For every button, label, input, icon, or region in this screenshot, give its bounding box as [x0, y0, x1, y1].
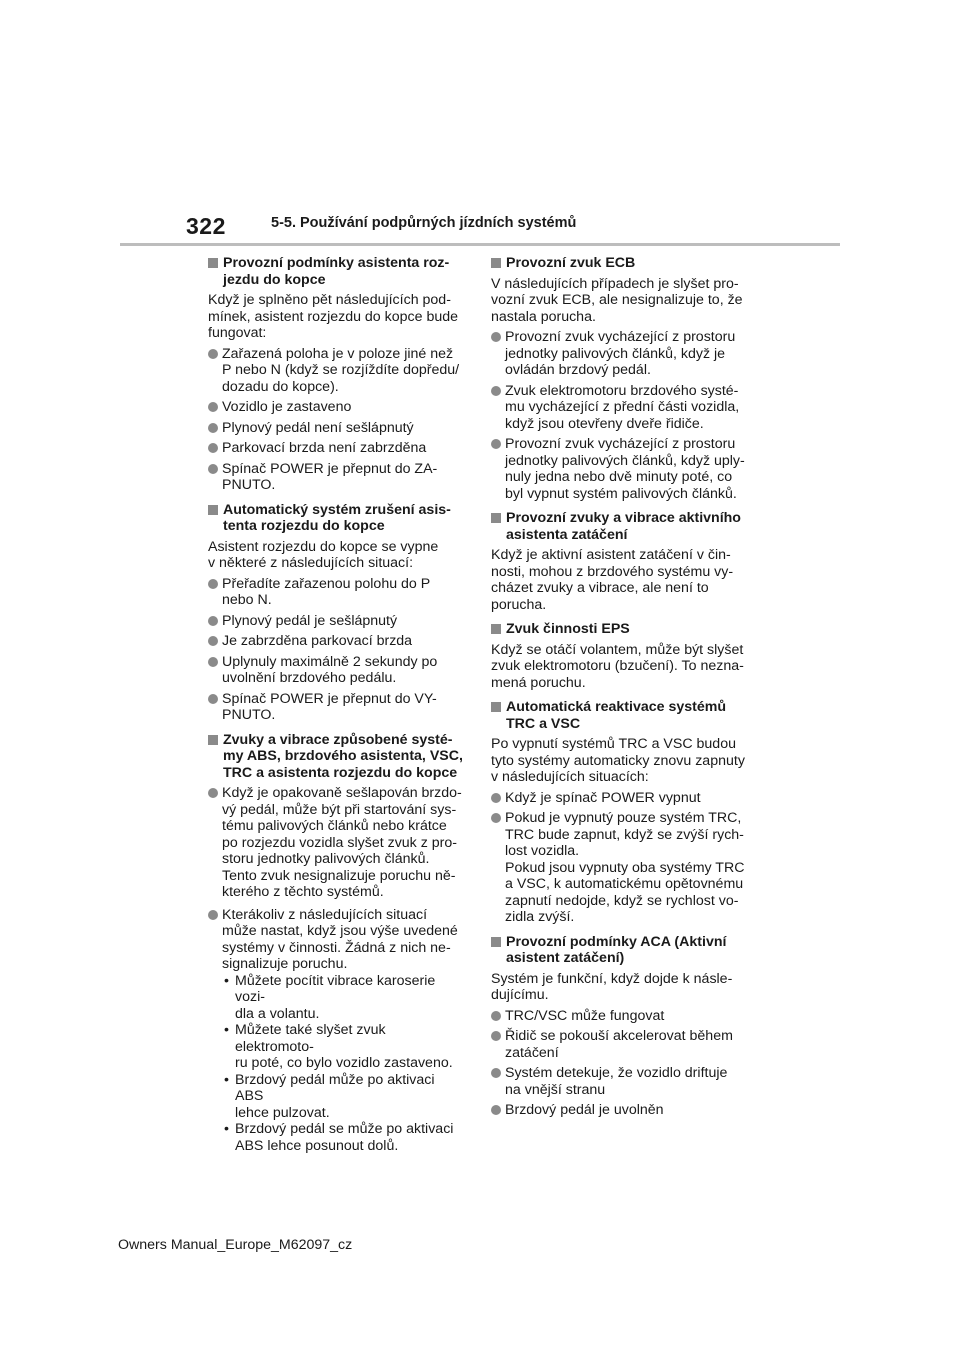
section-ecb-sound	[491, 255, 749, 502]
section-intro: V následujících případech je slyšet pro- vozní zvuk ECB, ale nesignalizuje to, že nastala porucha.	[491, 275, 743, 325]
section-intro: Když je splněno pět následujících pod- mínek, asistent rozjezdu do kopce bude fungovat:	[208, 292, 459, 341]
section-hill-start-cancel	[208, 502, 466, 724]
section-heading: Automatický systém zrušení asis- tenta rozjezdu do kopce	[208, 502, 466, 535]
sub-list-item: • Můžete pocítit vibrace karoserie vozi- dla a volantu.	[224, 972, 436, 1022]
section-intro: Systém je funkční, když dojde k násle- dujícímu.	[491, 970, 733, 1003]
section-heading: Provozní podmínky ACA (Aktivní asistent zatáčení)	[491, 934, 749, 967]
circle-bullet-icon	[491, 1105, 501, 1115]
circle-bullet-icon	[208, 616, 218, 626]
section-heading: Automatická reaktivace systémů TRC a VSC	[491, 699, 749, 732]
list-item: Je zabrzděna parkovací brzda	[208, 633, 466, 650]
section-intro: Asistent rozjezdu do kopce se vypne v některé z následujících situací:	[208, 538, 439, 571]
square-bullet-icon	[491, 258, 501, 268]
square-bullet-icon	[491, 624, 501, 634]
section-aca-sounds	[491, 510, 749, 613]
square-bullet-icon	[208, 258, 218, 268]
square-bullet-icon	[208, 735, 218, 745]
circle-bullet-icon	[491, 439, 501, 449]
circle-bullet-icon	[208, 579, 218, 589]
list-item: Přeřadíte zařazenou polohu do P nebo N.	[208, 576, 466, 609]
circle-bullet-icon	[208, 443, 218, 453]
circle-bullet-icon	[491, 1031, 501, 1041]
list-item: Řidič se pokouší akcelerovat během zatáčení	[491, 1028, 749, 1061]
section-aca-conditions	[491, 934, 749, 1119]
section-hill-start-conditions	[208, 255, 466, 494]
footer-text: Owners Manual_Europe_M62097_cz	[118, 1237, 353, 1253]
list-item: TRC/VSC může fungovat	[491, 1008, 749, 1025]
sub-list-item: • Brzdový pedál může po aktivaci ABS lehce pulzovat.	[224, 1071, 435, 1121]
sub-list-item: • Můžete také slyšet zvuk elektromoto- ru poté, co bylo vozidlo zastaveno.	[224, 1022, 453, 1071]
list-item: Spínač POWER je přepnut do VY- PNUTO.	[208, 691, 466, 724]
circle-bullet-icon	[491, 1068, 501, 1078]
square-bullet-icon	[208, 505, 218, 515]
circle-bullet-icon	[491, 793, 501, 803]
section-intro: Když je aktivní asistent zatáčení v čin- nosti, mohou z brzdového systému vy- cházet zvuky a vibrace, ale není to porucha.	[491, 547, 734, 613]
list-item: Uplynuly maximálně 2 sekundy po uvolnění brzdového pedálu.	[208, 654, 466, 687]
list-item: Systém detekuje, že vozidlo driftuje na vnější stranu	[491, 1065, 749, 1098]
list-item: Zvuk elektromotoru brzdového systé- mu vycházející z přední části vozidla, když jsou otevřeny dveře řidiče.	[491, 383, 749, 433]
list-item: Provozní zvuk vycházející z prostoru jednotky palivových článků, když je ovládán brzdový pedál.	[491, 329, 749, 379]
circle-bullet-icon	[208, 694, 218, 704]
sub-list	[222, 973, 466, 1155]
list-item: Plynový pedál je sešlápnutý	[208, 613, 466, 630]
section-abs-sounds	[208, 732, 466, 1155]
circle-bullet-icon	[208, 349, 218, 359]
list-item: Provozní zvuk vycházející z prostoru jednotky palivových článků, když uply- nuly jedna nebo dvě minuty poté, co byl vypnut systém palivových článků.	[491, 436, 749, 502]
section-heading: Provozní zvuk ECB	[491, 255, 749, 272]
circle-bullet-icon	[491, 813, 501, 823]
list-item: Brzdový pedál je uvolněn	[491, 1102, 749, 1119]
circle-bullet-icon	[491, 1011, 501, 1021]
header-rule	[120, 243, 840, 246]
list-item: Vozidlo je zastaveno	[208, 399, 466, 416]
left-column	[208, 255, 466, 1162]
list-item: Když je opakovaně sešlapován brzdo- vý pedál, může být při startování sys- tému palivových článků nebo krátce po rozjezdu vozidla slyšet zvuk z pro- storu jednotky palivových článků. Tento zvuk nesignalizuje poruchu ně- kterého z těchto systémů.	[208, 785, 466, 901]
list-item: Plynový pedál není sešlápnutý	[208, 420, 466, 437]
section-heading: Zvuk činnosti EPS	[491, 621, 749, 638]
list-item: Pokud je vypnutý pouze systém TRC, TRC bude zapnut, když se zvýší rych- lost vozidla. Pokud jsou vypnuty oba systémy TRC a VSC, k automatickému opětovnému zapnutí nedojde, když se rychlost vo- zidla zvýší.	[491, 810, 749, 926]
square-bullet-icon	[491, 937, 501, 947]
circle-bullet-icon	[491, 332, 501, 342]
sub-list-item: • Brzdový pedál se může po aktivaci ABS lehce posunout dolů.	[224, 1121, 454, 1154]
section-intro: Když se otáčí volantem, může být slyšet zvuk elektromotoru (bzučení). To nezna- mená poruchu.	[491, 641, 744, 691]
section-heading: Provozní podmínky asistenta roz- jezdu do kopce	[208, 255, 466, 288]
section-heading: Provozní zvuky a vibrace aktivního asistenta zatáčení	[491, 510, 749, 543]
list-item: Parkovací brzda není zabrzděna	[208, 440, 466, 457]
square-bullet-icon	[491, 702, 501, 712]
section-trc-vsc-reactivation	[491, 699, 749, 926]
circle-bullet-icon	[208, 788, 218, 798]
circle-bullet-icon	[208, 657, 218, 667]
circle-bullet-icon	[208, 423, 218, 433]
section-title: 5-5. Používání podpůrných jízdních systémů	[271, 215, 577, 231]
section-intro: Po vypnutí systémů TRC a VSC budou tyto systémy automaticky znovu zapnuty v následujících situacích:	[491, 736, 745, 785]
circle-bullet-icon	[208, 464, 218, 474]
square-bullet-icon	[491, 513, 501, 523]
right-column	[491, 255, 749, 1127]
section-eps-sound	[491, 621, 749, 691]
circle-bullet-icon	[208, 402, 218, 412]
list-item: Když je spínač POWER vypnut	[491, 790, 749, 807]
list-item: Spínač POWER je přepnut do ZA- PNUTO.	[208, 461, 466, 494]
page-number: 322	[186, 213, 226, 239]
list-item: Kterákoliv z následujících situací může nastat, když jsou výše uvedené systémy v činnosti. Žádná z nich ne- signalizuje poruchu. • Můžete pocítit vibrace karoserie vozi- dla a volantu. • Můžete také slyšet zvuk elektromoto- ru poté, co bylo vozidlo zastaveno. • Brzdový pedál může po aktivaci ABS lehce pulzovat. • Brzdový pedál se může po aktivaci ABS lehce posunout dolů.	[208, 907, 466, 1155]
list-item: Zařazená poloha je v poloze jiné než P nebo N (když se rozjíždíte dopředu/ dozadu do kopce).	[208, 346, 466, 396]
circle-bullet-icon	[491, 386, 501, 396]
circle-bullet-icon	[208, 910, 218, 920]
circle-bullet-icon	[208, 636, 218, 646]
section-heading: Zvuky a vibrace způsobené systé- my ABS, brzdového asistenta, VSC, TRC a asistenta rozjezdu do kopce	[208, 732, 466, 782]
